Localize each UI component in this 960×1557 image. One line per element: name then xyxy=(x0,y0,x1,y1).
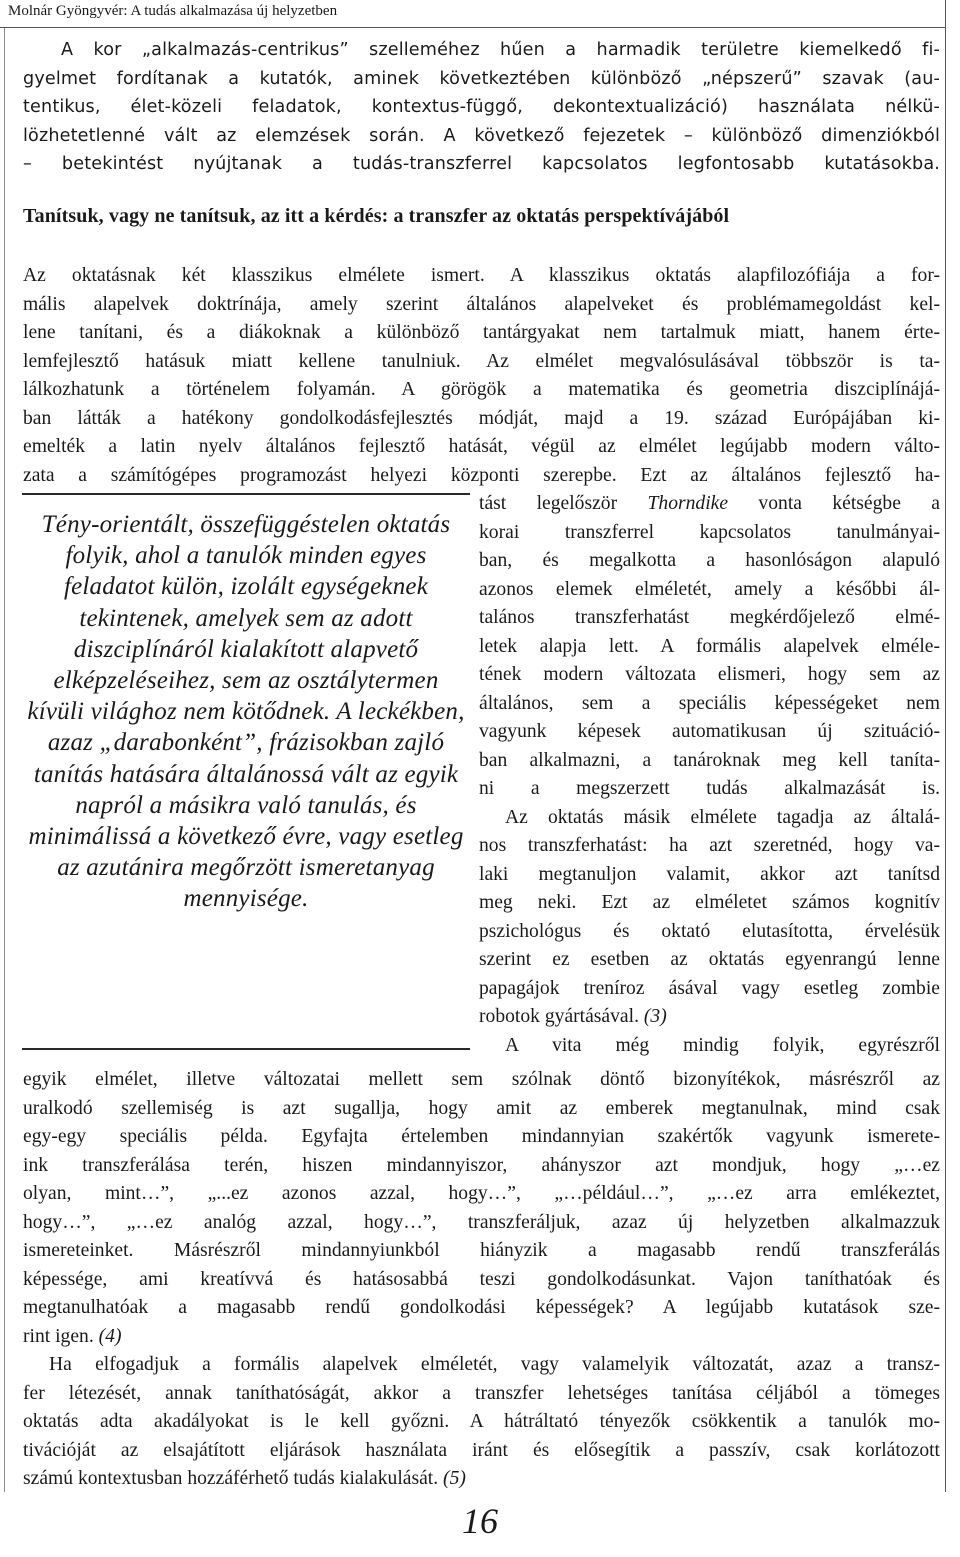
text-line: képessége, ami kreatívvá és hatásosabbá teszi gondolkodásunkat. Vajon taníthatóak és xyxy=(23,1268,940,1290)
left-margin-rule xyxy=(4,28,5,1492)
text-line: emelték a latin nyelv általános fejlesztő hatását, végül az elmélet legújabb modern válto- xyxy=(23,436,940,457)
text-line: tivációját az elsajátított eljárások használata iránt és elősegítik a passzív, csak korlátozott xyxy=(23,1439,940,1461)
text-line: laki megtanuljon valamit, akkor azt tanítsd xyxy=(479,863,940,885)
text-line: talános transzferhatást megkérdőjelező elmé- xyxy=(479,607,940,628)
text-line: lemfejlesztő hatásuk miatt kellene tanulniuk. Az elmélet megvalósulásával többször is ta- xyxy=(23,350,940,372)
citation-marker: (5) xyxy=(443,1468,466,1489)
text-line: mális alapelvek doktrínája, amely szerint általános alapelveket és problémamegoldást kel- xyxy=(23,293,940,315)
right-column-text xyxy=(479,490,940,1060)
body-paragraph xyxy=(23,1066,940,1494)
text-line: pszichológus és oktató elutasította, érvelésük xyxy=(479,920,940,942)
running-header: Molnár Gyöngyvér: A tudás alkalmazása új helyzetben xyxy=(8,3,338,19)
text-line xyxy=(23,1465,940,1494)
text-line: meg neki. Ezt az elméletet számos kognitív xyxy=(479,892,940,913)
text-line: szerint ez esetben az oktatás egyenrangú lenne xyxy=(479,949,940,970)
body-paragraph xyxy=(23,262,940,490)
text-line: gyelmet fordítanak a kutatók, aminek következtében különböző „népszerű” szavak (au- xyxy=(23,68,940,89)
text-line: zata a számítógépes programozást helyezi központi szerepbe. Ezt az általános fejlesztő ha- xyxy=(23,464,940,486)
text-segment: rint igen. xyxy=(23,1325,99,1347)
text-segment: számú kontextusban hozzáférhető tudás kialakulását. xyxy=(23,1468,444,1489)
intro-paragraph xyxy=(23,36,940,179)
text-line: ismereteinket. Másrészről mindannyiunkból hiányzik a magasabb rendű transzferálás xyxy=(23,1240,940,1261)
pull-quote-top-rule xyxy=(22,493,470,495)
text-line: lözhetetlenné vált az elemzések során. A következő fejezetek – különböző dimenziókból xyxy=(23,125,940,146)
text-line: lálkozhatunk a történelem folyamán. A görögök a matematika és geometria diszciplínájá- xyxy=(23,379,940,400)
page-number: 16 xyxy=(462,1501,498,1541)
text-line: egyik elmélet, illetve változatai mellett sem szólnak döntő bizonyítékok, másrészről az xyxy=(23,1069,940,1090)
text-line: letek alapja lett. A formális alapelvek elméle- xyxy=(479,635,940,657)
text-line: hogy…”, „…ez analóg azzal, hogy…”, transzferáljuk, azaz új helyzetben alkalmazzuk xyxy=(23,1211,940,1233)
text-line: tének modern változata elismeri, hogy sem az xyxy=(479,664,940,685)
text-line: egy-egy speciális példa. Egyfajta értelemben mindannyian szakértők vagyunk ismerete- xyxy=(23,1126,940,1147)
text-line: ban látták a hatékony gondolkodásfejlesztés módját, majd a 19. század Európájában ki- xyxy=(23,407,940,429)
text-line: A vita még mindig folyik, egyrészről xyxy=(505,1034,940,1056)
text-line: lene tanítani, és a diákoknak a különböző tantárgyakat nem tartalmuk miatt, hanem érte- xyxy=(23,322,940,343)
text-segment: tást legelőször xyxy=(479,493,648,514)
text-segment: vonta kétségbe a xyxy=(728,493,940,514)
section-heading: Tanítsuk, vagy ne tanítsuk, az itt a kérdés: a transzfer az oktatás perspektívájából xyxy=(23,205,730,227)
header-rule xyxy=(0,27,945,28)
text-line: Az oktatás másik elmélete tagadja az általá- xyxy=(505,806,940,828)
text-line: fer létezését, annak taníthatóságát, akkor a transzfer lehetséges tanítása céljából a tömeges xyxy=(23,1382,940,1404)
text-line: ban alkalmazni, a tanároknak meg kell tanítа- xyxy=(479,749,940,771)
text-segment: robotok gyártásával. xyxy=(479,1006,644,1027)
citation-marker: (4) xyxy=(98,1325,122,1347)
text-line: – betekintést nyújtanak a tudás-transzferrel kapcsolatos legfontosabb kutatásokba. xyxy=(23,154,940,174)
right-margin-rule xyxy=(945,0,946,1492)
author-name: Thorndike xyxy=(647,493,729,514)
text-line: uralkodó szellemiség is azt sugallja, hogy amit az emberek megtanulnak, mind csak xyxy=(23,1097,940,1119)
text-line: Az oktatásnak két klasszikus elmélete ismert. A klasszikus oktatás alapfilozófiája a for- xyxy=(23,265,940,286)
text-line: papagájok treníroz ásával vagy esetleg zombie xyxy=(479,977,940,999)
text-line: megtanulhatóak a magasabb rendű gondolkodási képességek? A legújabb kutatások sze- xyxy=(23,1297,940,1318)
text-line: általános, sem a speciális képességeket nem xyxy=(479,692,940,714)
text-line: ni a megszerzett tudás alkalmazását is. xyxy=(479,778,940,799)
pull-quote xyxy=(22,493,470,915)
pull-quote-bottom-rule xyxy=(22,1048,470,1050)
text-line: vagyunk képesek automatikusan új szituáció- xyxy=(479,721,940,742)
text-line: nos transzferhatást: ha azt szeretnéd, hogy va- xyxy=(479,835,940,856)
text-line: oktatás adta akadályokat is le kell győzni. A hátráltató tényezők csökkentik a tanulók mo- xyxy=(23,1411,940,1432)
text-line: korai transzferrel kapcsolatos tanulmányai- xyxy=(479,521,940,543)
text-line: Ha elfogadjuk a formális alapelvek elméletét, vagy valamelyik változatát, azaz a transz- xyxy=(49,1354,940,1375)
text-line: olyan, mint…”, „...ez azonos azzal, hogy…”, „…például…”, „…ez arra emlékeztet, xyxy=(23,1183,940,1204)
text-line: tentikus, élet-közeli feladatok, kontextus-függő, dekontextualizáció) használata nélkü- xyxy=(23,97,940,117)
text-line: ink transzferálása terén, hiszen mindannyiszor, ahányszor azt mondjuk, hogy „…ez xyxy=(23,1154,940,1176)
text-line: azonos elemek elméletét, amely a későbbi ál- xyxy=(479,578,940,600)
text-line: A kor „alkalmazás-centrikus” szelleméhez hűen a harmadik területre kiemelkedő fi- xyxy=(61,40,940,60)
text-line xyxy=(479,490,940,519)
pull-quote-text: Tény-orientált, összefüggéstelen oktatás folyik, ahol a tanulók minden egyes feladatot külön, izolált egységeknek tekintenek, amelyek sem az adott diszciplínáról kialakított alapvető elképzeléseihez, sem az osztálytermen kívüli világhoz nem kötődnek. A leckékben, azaz „darabonként”, frázisokban zajló tanítás hatására általánossá vált az egyik napról a másikra való tanulás, és minimálissá a következő évre, vagy esetleg az azutánira megőrzött ismeretanyag mennyisége. xyxy=(27,511,465,913)
citation-marker: (3) xyxy=(643,1006,667,1027)
text-line xyxy=(23,1323,940,1352)
text-line xyxy=(479,1003,940,1032)
text-line: ban, és megalkotta a hasonlóságon alapuló xyxy=(479,550,940,571)
